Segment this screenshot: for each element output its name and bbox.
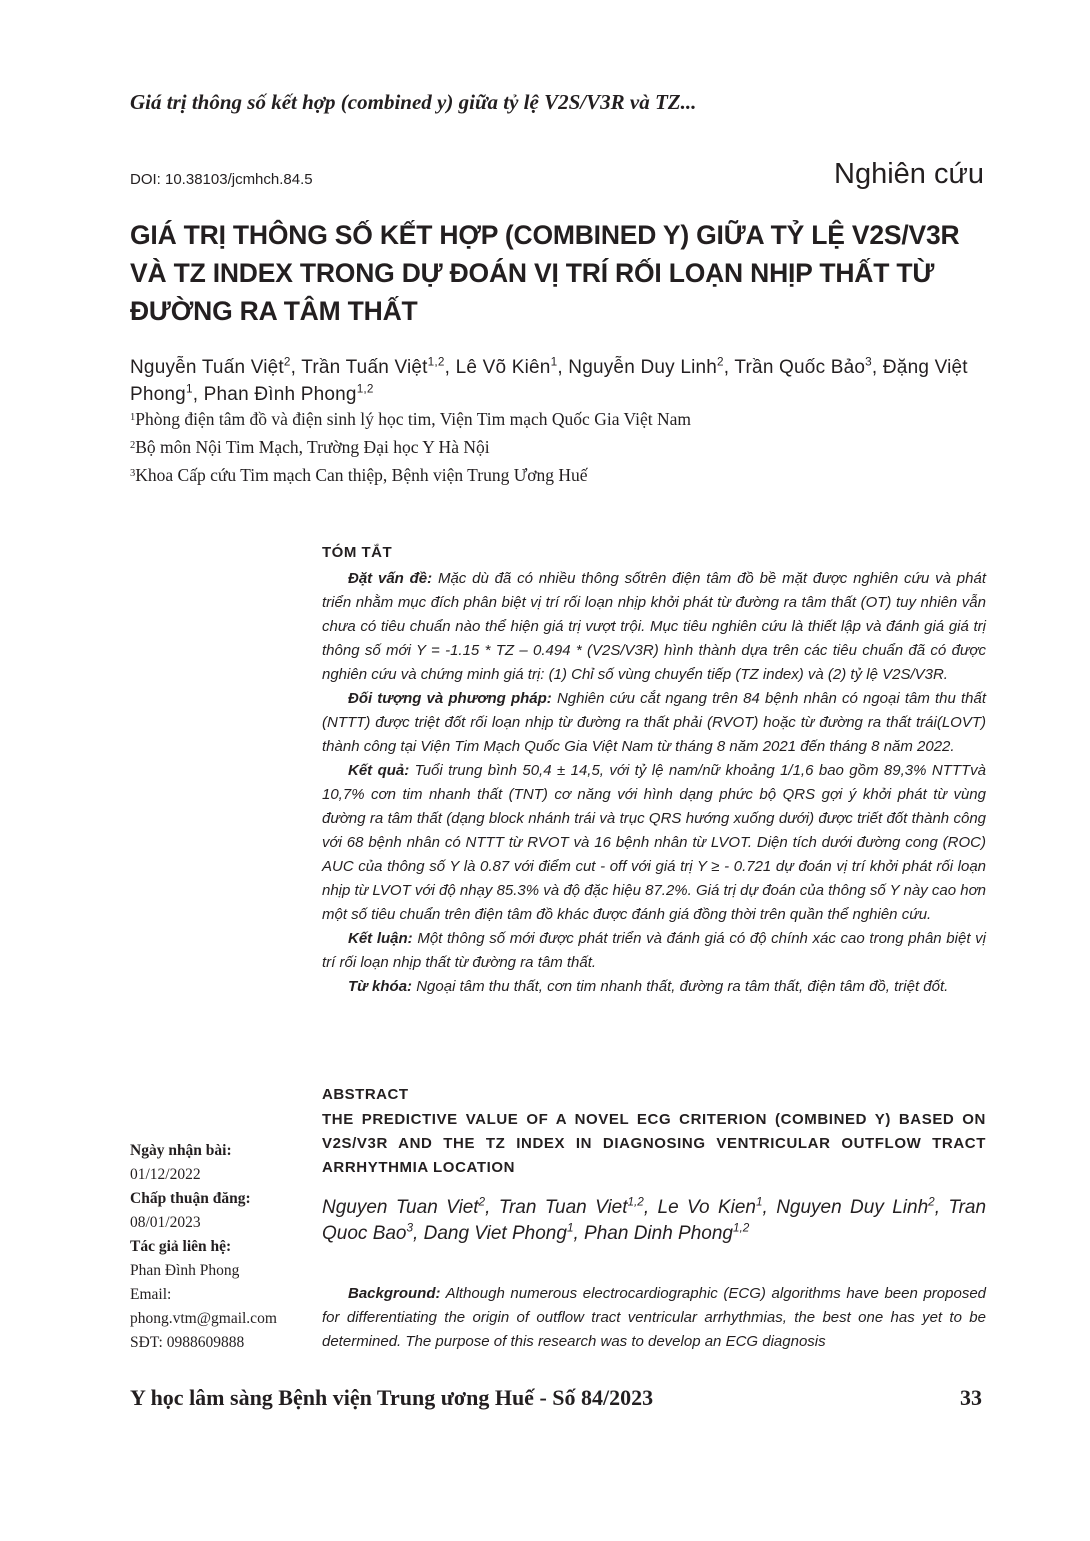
vi-methods-text: Nghiên cứu cắt ngang trên 84 bệnh nhân có ngoại tâm thu thất (NTTT) được triệt đốt rối loạn nhịp từ đường ra thất phải (RVOT) hoặc từ đường ra thất trái(LOVT) thành công tại Viện Tim Mạch Quốc Gia Việt Nam từ tháng 8 năm 2021 đến tháng 8 năm 2022.	[322, 690, 986, 755]
author-name: Trần Quốc Bảo	[734, 357, 866, 378]
vi-keywords-label: Từ khóa:	[348, 978, 413, 995]
vi-conclusion-label: Kết luận:	[348, 930, 413, 947]
author-affiliation-mark: 2	[717, 355, 724, 369]
vi-keywords-text: Ngoại tâm thu thất, cơn tim nhanh thất, đường ra tâm thất, điện tâm đồ, triệt đốt.	[412, 978, 949, 995]
en-author-list: Nguyen Tuan Viet$^2$, Tran Tuan Viet$^{1,2}$, Le Vo Kien$^1$, Nguyen Duy Linh$^2$, Tran Quoc Bao$^3$, Dang Viet Phong$^1$, Phan Dinh Phong$^{1,2}$	[322, 1195, 987, 1244]
author-affiliation-mark: 1,2	[427, 355, 445, 369]
email-address: phong.vtm@gmail.com	[130, 1310, 277, 1327]
corresponding-author-name: Phan Đình Phong	[130, 1262, 240, 1279]
vi-conclusion-text: Một thông số mới được phát triển và đánh giá có độ chính xác cao trong phân biệt vị trí rối loạn nhịp thất từ đường ra tâm thất.	[322, 930, 986, 971]
vi-results-label: Kết quả:	[348, 762, 410, 779]
en-author-name: Le Vo Kien	[657, 1197, 756, 1218]
article-title: GIÁ TRỊ THÔNG SỐ KẾT HỢP (COMBINED Y) GIỮA TỶ LỆ V2S/V3R VÀ TZ INDEX TRONG DỰ ĐOÁN VỊ TRÍ RỐI LOẠN NHỊP THẤT TỪ ĐƯỜNG RA TÂM THẤT	[130, 220, 960, 326]
accepted-label: Chấp thuận đăng:	[130, 1190, 251, 1207]
footer-journal-name: Y học lâm sàng Bệnh viện Trung ương Huế - Số 84/2023	[130, 1385, 654, 1410]
vi-abstract-body	[322, 567, 986, 999]
en-author-affiliation-mark: 3	[406, 1221, 414, 1235]
vi-abstract-heading: TÓM TẮT	[322, 544, 393, 561]
en-abstract-body	[322, 1282, 986, 1354]
en-author-affiliation-mark: 1,2	[627, 1195, 644, 1209]
author-affiliation-mark: 2	[283, 355, 291, 369]
affiliation	[130, 437, 990, 458]
page-number: 33	[960, 1385, 982, 1410]
vi-abstract-results	[322, 759, 986, 927]
vi-abstract-methods	[322, 687, 986, 759]
email-label: Email:	[130, 1286, 172, 1303]
section-label: Nghiên cứu	[834, 158, 984, 190]
author-name: Trần Tuấn Việt	[301, 357, 428, 378]
received-label: Ngày nhận bài:	[130, 1142, 232, 1159]
affiliation-text: Khoa Cấp cứu Tim mạch Can thiệp, Bệnh viện Trung Ương Huế	[135, 465, 588, 485]
en-author-affiliation-mark: 2	[478, 1195, 486, 1209]
accepted-date: 08/01/2023	[130, 1214, 201, 1231]
author-list: Nguyễn Tuấn Việt$^2$, Trần Tuấn Việt$^{1,2}$, Lê Võ Kiên$^1$, Nguyễn Duy Linh$^2$, Trần Quốc Bảo$^3$, Đặng Việt Phong$^1$, Phan Đình Phong$^{1,2}$	[130, 355, 968, 405]
en-author-name: Tran Tuan Viet	[498, 1197, 628, 1218]
affiliation-text: Phòng điện tâm đồ và điện sinh lý học tim, Viện Tim mạch Quốc Gia Việt Nam	[135, 409, 691, 429]
vi-abstract-conclusion	[322, 927, 986, 975]
en-author-affiliation-mark: 1	[566, 1221, 574, 1235]
author-affiliation-mark: 1,2	[356, 382, 374, 396]
en-author-name: Phan Dinh Phong	[584, 1223, 733, 1244]
author-affiliation-mark: 3	[865, 355, 872, 369]
affiliation-text: Bộ môn Nội Tim Mạch, Trường Đại học Y Hà Nội	[135, 437, 490, 457]
author-name: Nguyễn Tuấn Việt	[130, 357, 284, 378]
author-affiliation-mark: 1	[185, 382, 193, 396]
vi-abstract-keywords	[322, 975, 986, 999]
author-name: Lê Võ Kiên	[455, 357, 551, 378]
en-abstract-title: THE PREDICTIVE VALUE OF A NOVEL ECG CRITERION (COMBINED Y) BASED ON V2S/V3R AND THE TZ INDEX IN DIAGNOSING VENTRICULAR OUTFLOW TRACT ARRHYTHMIA LOCATION	[322, 1111, 986, 1176]
en-author-name: Nguyen Tuan Viet	[322, 1197, 479, 1218]
author-name: Nguyễn Duy Linh	[568, 357, 718, 378]
en-abstract-background	[322, 1282, 986, 1354]
vi-background-text: Mặc dù đã có nhiều thông sốtrên điện tâm đồ bề mặt được nghiên cứu và phát triển nhằm mục đích phân biệt vị trí rối loạn nhịp khởi phát từ đường ra tâm thất (OT) tuy nhiên vẫn chưa có tiêu chuẩn nào thể hiện giá trị vượt trội. Mục tiêu nghiên cứu là thiết lập và đánh giá giá trị thông số mới Y = -1.15 * TZ – 0.494 * (V2S/V3R) hình thành dựa trên các tiêu chuẩn đã có được nghiên cứu và chứng minh giá trị: (1) Chỉ số vùng chuyển tiếp (TZ index) và (2) tỷ lệ V2S/V3R.	[322, 570, 986, 683]
affiliation	[130, 465, 990, 486]
affiliation-number: 2	[130, 439, 136, 451]
vi-background-label: Đặt vấn đề:	[348, 570, 433, 587]
en-background-label: Background:	[348, 1285, 441, 1302]
received-date: 01/12/2022	[130, 1166, 201, 1183]
en-author-affiliation-mark: 1	[755, 1195, 763, 1209]
doi: DOI: 10.38103/jcmhch.84.5	[130, 171, 313, 188]
en-author-affiliation-mark: 1,2	[733, 1221, 750, 1235]
vi-methods-label: Đối tượng và phương pháp:	[348, 690, 552, 707]
author-name: Đặng Việt Phong	[130, 357, 968, 405]
affiliation	[130, 409, 990, 430]
author-name: Phan Đình Phong	[203, 384, 357, 405]
article-info-sidebar	[130, 1139, 315, 1355]
affiliation-number: 3	[130, 467, 136, 479]
corresponding-author-label: Tác giả liên hệ:	[130, 1238, 232, 1255]
en-author-affiliation-mark: 2	[928, 1195, 935, 1209]
en-author-name: Nguyen Duy Linh	[776, 1197, 929, 1218]
affiliation-number: 1	[130, 411, 136, 423]
en-background-text: Although numerous electrocardiographic (ECG) algorithms have been proposed for differentiating the origin of outflow tract ventricular arrhythmias, the best one has yet to be determined. The purpose of this research was to develop an ECG diagnosis	[322, 1285, 986, 1350]
en-author-name: Tran Quoc Bao	[322, 1197, 987, 1244]
phone-number: SĐT: 0988609888	[130, 1334, 245, 1351]
vi-abstract-background	[322, 567, 986, 687]
en-abstract-heading: ABSTRACT	[322, 1086, 409, 1103]
vi-results-text: Tuổi trung bình 50,4 ± 14,5, với tỷ lệ nam/nữ khoảng 1/1,6 bao gồm 89,3% NTTTvà 10,7% cơn tim nhanh thất (TNT) cơ năng với hình dạng phức bộ QRS gợi ý khởi phát từ vùng đường ra tâm thất (dạng block nhánh trái và trục QRS hướng xuống dưới) được triết đốt thành công với 68 bệnh nhân có NTTT từ RVOT và 16 bệnh nhân từ LVOT. Diện tích dưới đường cong (ROC) AUC của thông số Y là 0.87 với điểm cut - off với giá trị Y ≥ - 0.721 dự đoán vị trí khởi phát rối loạn nhịp từ LVOT với độ nhạy 85.3% và độ đặc hiệu 87.2%. Giá trị dự đoán của thông số Y này cao hơn một số tiêu chuẩn trên điện tâm đồ khác được đánh giá đồng thời trên quần thể nghiên cứu.	[322, 762, 986, 923]
en-author-name: Dang Viet Phong	[423, 1223, 567, 1244]
author-affiliation-mark: 1	[550, 355, 558, 369]
running-header: Giá trị thông số kết hợp (combined y) giữa tỷ lệ V2S/V3R và TZ...	[130, 90, 697, 114]
